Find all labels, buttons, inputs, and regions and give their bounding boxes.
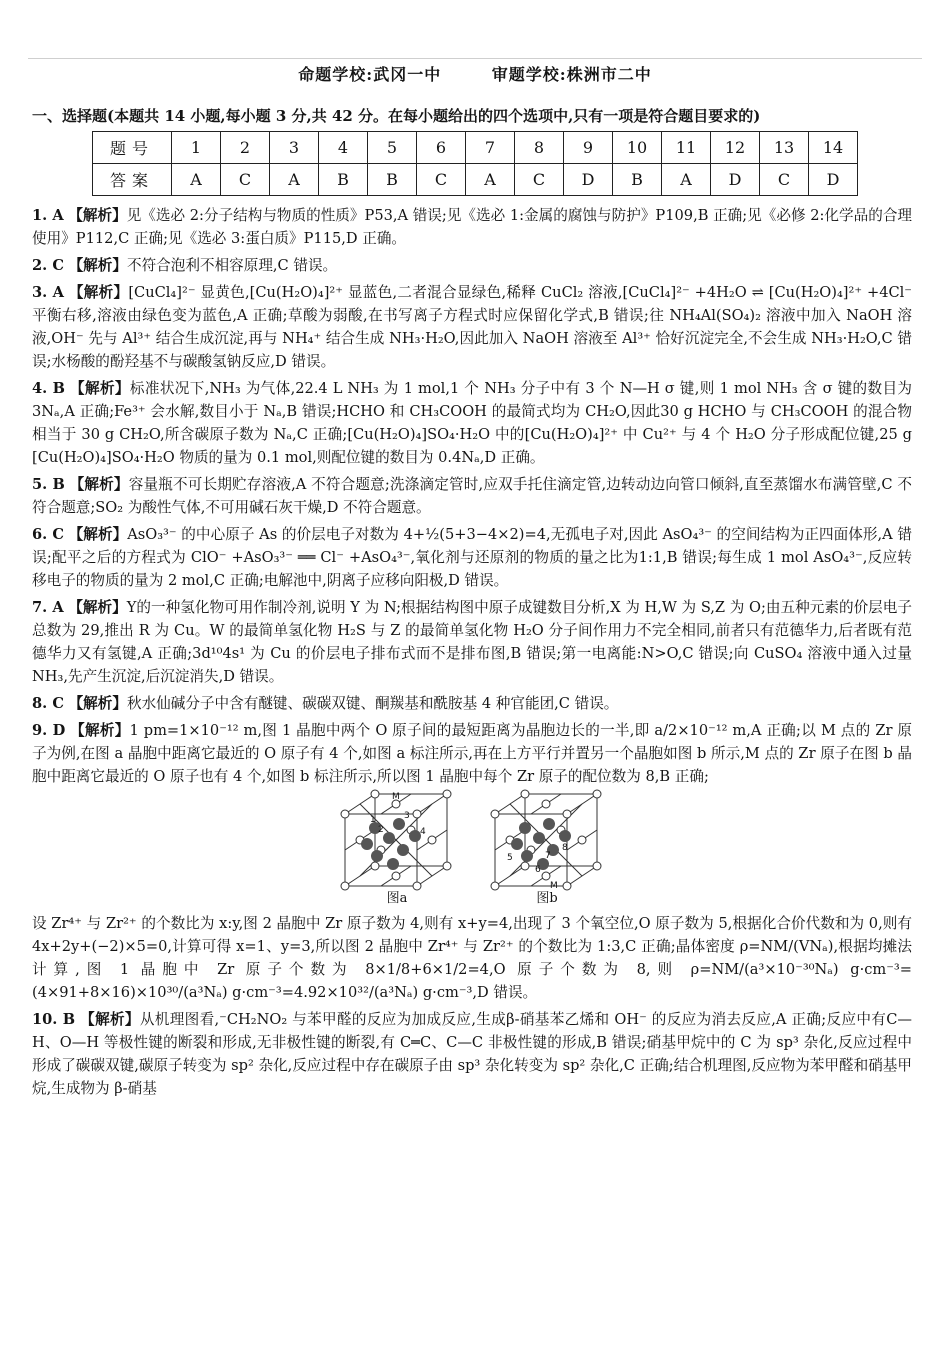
- answer-cell: B: [319, 164, 368, 196]
- question-number: 11: [662, 132, 711, 164]
- analysis-tag: 【解析】: [68, 207, 127, 224]
- analysis-tag: 【解析】: [68, 695, 127, 712]
- question-number: 13: [760, 132, 809, 164]
- item-number: 10. B: [32, 1011, 76, 1028]
- proposer-school: 命题学校:武冈一中: [298, 65, 442, 84]
- figure-label: 5: [507, 853, 513, 863]
- analysis-tag: 【解析】: [68, 284, 129, 301]
- question-number: 5: [368, 132, 417, 164]
- answer-cell: B: [368, 164, 417, 196]
- answer-cell: D: [711, 164, 760, 196]
- answer-cell: D: [564, 164, 613, 196]
- analysis-tag: 【解析】: [80, 1011, 140, 1028]
- crystal-cell-diagram: [487, 788, 607, 892]
- figure-label: 2: [378, 825, 384, 835]
- question-number: 6: [417, 132, 466, 164]
- answer-table-row-label: 题号: [93, 132, 172, 164]
- item-text: 见《选必 2:分子结构与物质的性质》P53,A 错误;见《选必 1:金属的腐蚀与防护》P109,B 正确;见《必修 2:化学品的合理使用》P112,C 正确;见《选必 3:蛋白质》P115,D 正确。: [32, 207, 913, 247]
- section-title: 一、选择题(本题共 14 小题,每小题 3 分,共 42 分。在每小题给出的四个选项中,只有一项是符合题目要求的): [32, 107, 761, 125]
- crystal-cell-diagram: [337, 788, 457, 892]
- item-number: 1. A: [32, 207, 64, 224]
- reviewer-school: 审题学校:株洲市二中: [491, 65, 652, 84]
- question-number: 9: [564, 132, 613, 164]
- item-text: 1 pm=1×10⁻¹² m,图 1 晶胞中两个 O 原子间的最短距离为晶胞边长的一半,即 a/2×10⁻¹² m,A 正确;以 M 点的 Zr 原子为例,在图 a 晶胞中距离它最近的 O 原子有 4 个,如图 a 标注所示,再在上方平行并置另一个晶胞如图 b 所示,M 点的 Zr 原子在图 b 晶胞中距离它最近的 O 原子也有 4 个,如图 b 标注所示,所以图 1 晶胞中每个 Zr 原子的配位数为 8,B 正确;: [32, 722, 912, 785]
- explanation-item: [32, 523, 912, 592]
- answer-table-answer-row: [93, 164, 858, 196]
- question-number: 1: [172, 132, 221, 164]
- top-rule: [28, 58, 922, 59]
- crystal-figure-a: [337, 788, 457, 908]
- item-number: 9. D: [32, 722, 66, 739]
- explanations: [32, 204, 912, 1104]
- analysis-tag: 【解析】: [69, 476, 129, 493]
- item-text: 秋水仙碱分子中含有醚键、碳碳双键、酮羰基和酰胺基 4 种官能团,C 错误。: [126, 695, 619, 712]
- explanation-item: [32, 596, 912, 688]
- header: [0, 62, 950, 85]
- answer-cell: A: [466, 164, 515, 196]
- item-number: 4. B: [32, 380, 66, 397]
- question-number: 7: [466, 132, 515, 164]
- item-text: 容量瓶不可长期贮存溶液,A 不符合题意;洗涤滴定管时,应双手托住滴定管,边转动边向管口倾斜,直至蒸馏水布满管壁,C 不符合题意;SO₂ 为酸性气体,不可用碱石灰干燥,D 不符合题意。: [32, 476, 912, 516]
- question-number: 8: [515, 132, 564, 164]
- item-text: AsO₃³⁻ 的中心原子 As 的价层电子对数为 4+½(5+3−4×2)=4,无孤电子对,因此 AsO₄³⁻ 的空间结构为正四面体形,A 错误;配平之后的方程式为 ClO⁻ +AsO₃³⁻ ══ Cl⁻ +AsO₄³⁻,氧化剂与还原剂的物质的量之比为1:1,B 错误;每生成 1 mol AsO₄³⁻,反应转移电子的物质的量为 2 mol,C 正确;电解池中,阴离子应移向阳极,D 错误。: [32, 526, 912, 589]
- figure-label: 8: [562, 843, 568, 853]
- figure-label: 3: [404, 811, 410, 821]
- crystal-figure-b: [487, 788, 607, 908]
- figure-label: 1: [370, 815, 376, 825]
- analysis-tag: 【解析】: [68, 599, 127, 616]
- item-number: 6. C: [32, 526, 64, 543]
- question-number: 4: [319, 132, 368, 164]
- analysis-tag: 【解析】: [70, 722, 130, 739]
- figure-caption: 图b: [536, 891, 558, 906]
- figure-label: M: [392, 792, 400, 802]
- item-number: 8. C: [32, 695, 64, 712]
- answer-cell: C: [760, 164, 809, 196]
- figure-label: M: [550, 881, 558, 891]
- item-number: 5. B: [32, 476, 65, 493]
- item-number: 2. C: [32, 257, 64, 274]
- explanation-item: [32, 1008, 912, 1100]
- explanation-item: [32, 692, 912, 715]
- answer-cell: A: [270, 164, 319, 196]
- answer-cell: C: [417, 164, 466, 196]
- explanation-item: [32, 719, 912, 1004]
- crystal-figures: [32, 788, 912, 908]
- item-number: 7. A: [32, 599, 64, 616]
- answer-cell: A: [172, 164, 221, 196]
- explanation-item: [32, 204, 912, 250]
- question-number: 2: [221, 132, 270, 164]
- explanation-item: [32, 254, 912, 277]
- figure-label: 4: [420, 827, 426, 837]
- answer-table-number-row: [93, 132, 858, 164]
- item-text: Y的一种氢化物可用作制冷剂,说明 Y 为 N;根据结构图中原子成键数目分析,X 为 H,W 为 S,Z 为 O;由五种元素的价层电子总数为 29,推出 R 为 Cu。W 的最简单氢化物 H₂S 与 Z 的最简单氢化物 H₂O 分子间作用力不完全相同,前者只有范德华力,后者既有范德华力又有氢键,A 正确;3d¹⁰4s¹ 为 Cu 的价层电子排布式而不是排布图,B 错误;第一电离能:N>O,C 错误;向 CuSO₄ 溶液中通入过量 NH₃,先产生沉淀,后沉淀消失,D 错误。: [32, 599, 912, 685]
- question-number: 14: [809, 132, 858, 164]
- item-text: 设 Zr⁴⁺ 与 Zr²⁺ 的个数比为 x:y,图 2 晶胞中 Zr 原子数为 4,则有 x+y=4,出现了 3 个氧空位,O 原子数为 5,根据化合价代数和为 0,则有 4x+2y+(−2)×5=0,计算可得 x=1、y=3,所以图 2 晶胞中 Zr⁴⁺ 与 Zr²⁺ 的个数比为 1:3,C 正确;晶体密度 ρ=NM/(VNₐ),根据均摊法计算,图 1 晶胞中 Zr 原子个数为 8×1/8+6×1/2=4,O 原子个数为 8,则 ρ=NM/(a³×10⁻³⁰Nₐ) g·cm⁻³=(4×91+8×16)×10³⁰/(a³Nₐ) g·cm⁻³=4.92×10³²/(a³Nₐ) g·cm⁻³,D 错误。: [32, 915, 912, 1001]
- item-text: 不符合泡利不相容原理,C 错误。: [126, 257, 338, 274]
- analysis-tag: 【解析】: [70, 380, 130, 397]
- analysis-tag: 【解析】: [68, 526, 128, 543]
- item-number: 3. A: [32, 284, 64, 301]
- figure-label: 6: [535, 865, 541, 875]
- explanation-item: [32, 281, 912, 373]
- answer-cell: A: [662, 164, 711, 196]
- answer-cell: D: [809, 164, 858, 196]
- question-number: 3: [270, 132, 319, 164]
- answer-table: [92, 131, 858, 196]
- item-text: [CuCl₄]²⁻ 显黄色,[Cu(H₂O)₄]²⁺ 显蓝色,二者混合显绿色,稀释 CuCl₂ 溶液,[CuCl₄]²⁻ +4H₂O ⇌ [Cu(H₂O)₄]²⁺ +4Cl⁻ 平衡右移,溶液由绿色变为蓝色,A 正确;草酸为弱酸,在书写离子方程式时应保留化学式,B 错误;往 NH₄Al(SO₄)₂ 溶液中加入 NaOH 溶液,OH⁻ 先与 Al³⁺ 结合生成沉淀,再与 NH₄⁺ 结合生成 NH₃·H₂O,因此加入 NaOH 溶液至 Al³⁺ 恰好沉淀完全,不会生成 NH₃·H₂O,C 错误;水杨酸的酚羟基不与碳酸氢钠反应,D 错误。: [32, 284, 913, 370]
- figure-label: 7: [545, 851, 551, 861]
- answer-cell: C: [515, 164, 564, 196]
- item-text: 标准状况下,NH₃ 为气体,22.4 L NH₃ 为 1 mol,1 个 NH₃ 分子中有 3 个 N—H σ 键,则 1 mol NH₃ 含 σ 键的数目为 3Nₐ,A 正确;Fe³⁺ 会水解,数目小于 Nₐ,B 错误;HCHO 和 CH₃COOH 的最简式均为 CH₂O,因此30 g HCHO 与 CH₃COOH 的混合物相当于 30 g CH₂O,所含碳原子数为 Nₐ,C 正确;[Cu(H₂O)₄]SO₄·H₂O 中的[Cu(H₂O)₄]²⁺ 中 Cu²⁺ 与 4 个 H₂O 分子形成配位键,25 g [Cu(H₂O)₄]SO₄·H₂O 物质的量为 0.1 mol,则配位键的数目为 0.4Nₐ,D 正确。: [32, 380, 913, 466]
- figure-caption: 图a: [386, 891, 408, 906]
- answer-cell: C: [221, 164, 270, 196]
- item-text: 从机理图看,⁻CH₂NO₂ 与苯甲醛的反应为加成反应,生成β-硝基苯乙烯和 OH⁻ 的反应为消去反应,A 正确;反应中有C—H、O—H 等极性键的断裂和形成,无非极性键的断裂,有 C═C、C—C 非极性键的形成,B 错误;硝基甲烷中的 C 为 sp³ 杂化,反应过程中形成了碳碳双键,碳原子转变为 sp² 杂化,反应过程中存在碳原子由 sp³ 杂化转变为 sp² 杂化,C 正确;结合机理图,反应物为苯甲醛和硝基甲烷,生成物为 β-硝基: [32, 1011, 912, 1097]
- answer-table-row-label: 答案: [93, 164, 172, 196]
- question-number: 12: [711, 132, 760, 164]
- answer-cell: B: [613, 164, 662, 196]
- analysis-tag: 【解析】: [68, 257, 127, 274]
- explanation-item: [32, 377, 912, 469]
- explanation-item: [32, 473, 912, 519]
- question-number: 10: [613, 132, 662, 164]
